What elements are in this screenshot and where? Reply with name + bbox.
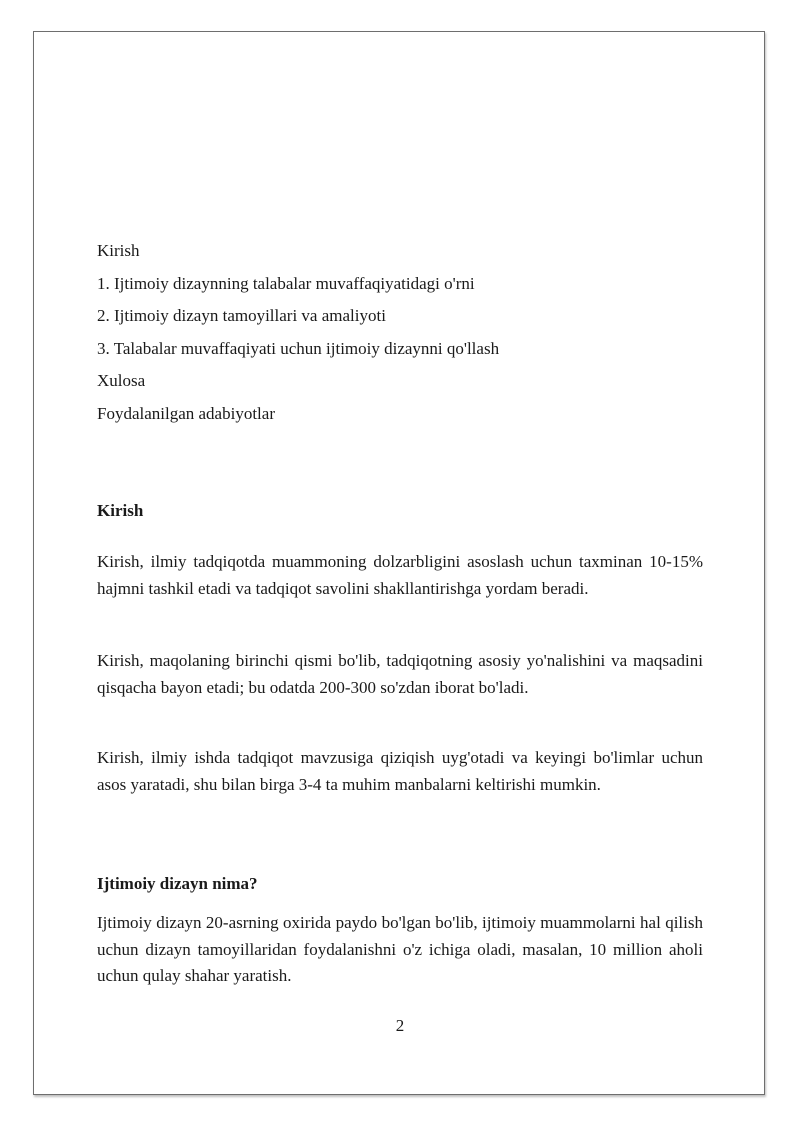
paragraph-kirish-1: Kirish, ilmiy tadqiqotda muammoning dolzarbligini asoslash uchun taxminan 10-15% hajmni tashkil etadi va tadqiqot savolini shakllantirishga yordam beradi. [97,552,703,598]
section-heading-ijtimoiy: Ijtimoiy dizayn nima? [97,874,258,893]
toc-item-2: 2. Ijtimoiy dizayn tamoyillari va amaliyoti [97,306,386,326]
paragraph-kirish-2: Kirish, maqolaning birinchi qismi bo'lib, tadqiqotning asosiy yo'nalishini va maqsadini qisqacha bayon etadi; bu odatda 200-300 so'zdan iborat bo'ladi. [97,651,703,697]
paragraph-kirish-3: Kirish, ilmiy ishda tadqiqot mavzusiga qiziqish uyg'otadi va keyingi bo'limlar uchun asos yaratadi, shu bilan birga 3-4 ta muhim manbalarni keltirishi mumkin. [97,748,703,794]
toc-item-conclusion: Xulosa [97,371,146,391]
page-number: 2 [395,1016,405,1035]
toc-item-references: Foydalanilgan adabiyotlar [97,403,275,423]
table-of-contents [97,240,703,436]
toc-item-intro: Kirish [97,241,140,260]
toc-item-3: 3. Talabalar muvaffaqiyati uchun ijtimoiy dizaynni qo'llash [97,338,500,358]
section-heading-kirish: Kirish [97,501,144,520]
toc-item-1: 1. Ijtimoiy dizaynning talabalar muvaffaqiyatidagi o'rni [97,273,475,293]
paragraph-ijtimoiy-1: Ijtimoiy dizayn 20-asrning oxirida paydo bo'lgan bo'lib, ijtimoiy muammolarni hal qilish uchun dizayn tamoyillaridan foydalanishni o'z ichiga oladi, masalan, 10 million aholi uchun qulay shahar yaratish. [97,913,703,985]
